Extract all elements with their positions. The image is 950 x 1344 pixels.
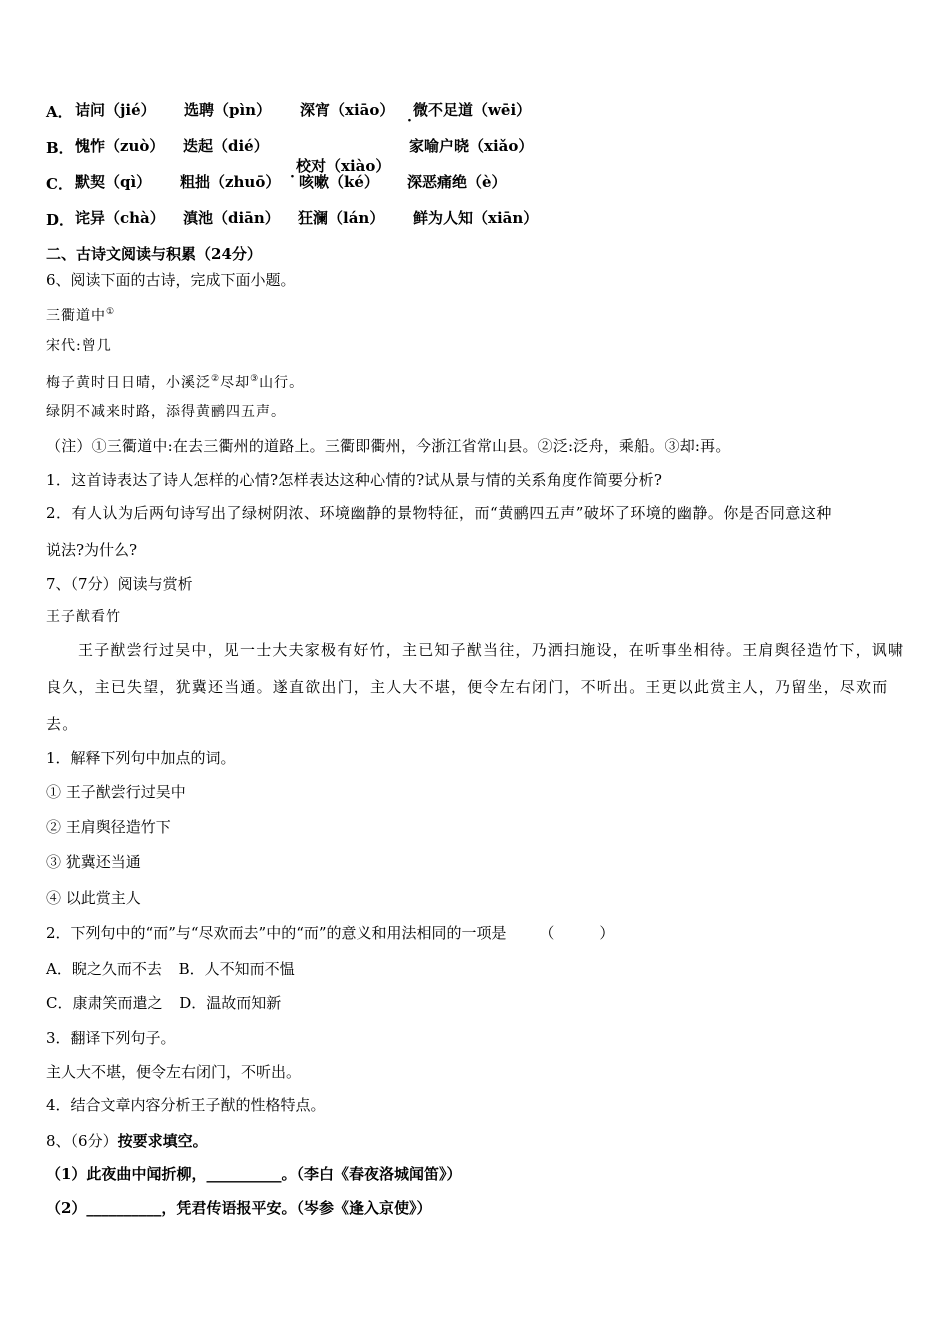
- q6-sub2-cont: 说法?为什么?: [46, 541, 138, 559]
- q6-sub2: 2．有人认为后两句诗写出了绿树阴浓、环境幽静的景物特征，而“黄鹂四五声”破坏了环境的幽静。你是否同意这种: [46, 504, 832, 522]
- q7-sub3: 3．翻译下列句子。: [46, 1029, 176, 1047]
- q8-intro: [46, 1131, 208, 1151]
- choice-d: D．温故而知新: [179, 994, 282, 1012]
- q7-sub4: 4．结合文章内容分析王子猷的性格特点。: [46, 1096, 326, 1114]
- q5-options: [0, 0, 950, 229]
- footnote-marker: ②: [211, 374, 221, 384]
- q7-choices-cd: [46, 993, 281, 1013]
- q7-sub2-text: 2．下列句中的“而”与“尽欢而去”中的“而”的意义和用法相同的一项是: [46, 924, 507, 942]
- poem-text: 尽却: [220, 375, 251, 391]
- q7-item-4: ④ 以此赏主人: [46, 889, 141, 907]
- poem-title-text: 三衢道中: [46, 308, 106, 324]
- poem-line-1: [46, 369, 304, 393]
- option-item: 微不足道（wēi） ·: [413, 101, 531, 119]
- q8-item-1: （1）此夜曲中闻折柳，__________。（李白《春夜洛城闻笛》）: [46, 1165, 462, 1183]
- option-label: B．: [46, 139, 74, 157]
- q8-item-2: （2）__________，凭君传语报平安。（岑参《逢入京使》）: [46, 1199, 432, 1217]
- q7-intro: 7、（7分）阅读与赏析: [46, 575, 193, 593]
- q7-sub3-sentence: 主人大不堪，便令左右闭门，不听出。: [46, 1063, 302, 1081]
- passage-title: 王子猷看竹: [46, 609, 121, 625]
- q7-choices-ab: [46, 959, 295, 979]
- poem-note: （注）①三衢道中:在去三衢州的道路上。三衢即衢州，今浙江省常山县。②泛:泛舟，乘船。③却:再。: [46, 437, 731, 455]
- option-item: 家喻户晓（xiǎo）: [409, 137, 534, 155]
- option-item: 迭起（dié）: [183, 137, 269, 155]
- footnote-marker: ①: [106, 307, 116, 317]
- q7-item-2: ② 王肩舆径造竹下: [46, 818, 171, 836]
- poem-author: 宋代:曾几: [46, 338, 112, 354]
- poem-title: [46, 302, 115, 326]
- option-item: 狂澜（lán）: [298, 209, 385, 227]
- option-item: 默契（qì）: [75, 173, 152, 191]
- poem-line-2: 绿阴不减来时路，添得黄鹂四五声。: [46, 404, 286, 420]
- option-item: 粗拙（zhuō）: [180, 173, 281, 191]
- option-label: D．: [46, 211, 75, 229]
- answer-paren: （ ）: [539, 924, 615, 942]
- option-row-a: [0, 0, 950, 121]
- choice-c: C．康肃笑而遣之: [46, 994, 163, 1012]
- option-item: 选聘（pìn）: [184, 101, 272, 119]
- option-item: 鲜为人知（xiān）: [413, 209, 539, 227]
- choice-b: B．人不知而不愠: [178, 960, 295, 978]
- q7-sub1: 1．解释下列句中加点的词。: [46, 749, 236, 767]
- q7-item-1: ① 王子猷尝行过吴中: [46, 783, 186, 801]
- option-item: 咳嗽（ké）: [299, 173, 379, 191]
- q7-item-3: ③ 犹冀还当通: [46, 853, 141, 871]
- passage-text: 王子猷尝行过吴中，见一士大夫家极有好竹，主已知子猷当往，乃洒扫施设，在听事坐相待。王肩舆径造竹下，讽啸良久，主已失望，犹冀还当通。遂直欲出门，主人大不堪，便令左右闭门，不听出。王更以此赏主人，乃留坐，尽欢而去。: [46, 641, 905, 733]
- option-item: 诘问（jié）: [75, 101, 156, 119]
- option-item: 深恶痛绝（è）: [407, 173, 507, 191]
- q7-sub2: [46, 923, 614, 943]
- option-label: A．: [46, 103, 73, 121]
- footnote-marker: ③: [250, 374, 260, 384]
- option-item: 诧异（chà）: [75, 209, 165, 227]
- option-item: 愧怍（zuò）: [75, 137, 165, 155]
- option-item: 校对（xiào） ·: [296, 157, 390, 175]
- q6-intro: 6、阅读下面的古诗，完成下面小题。: [46, 271, 296, 289]
- q8-number: 8、（6分）: [46, 1132, 118, 1150]
- choice-a: A．睨之久而不去: [46, 960, 162, 978]
- option-item: 滇池（diān）: [183, 209, 280, 227]
- option-item: 深宵（xiāo）: [300, 101, 395, 119]
- q8-instruction: 按要求填空。: [117, 1132, 208, 1150]
- q6-sub1: 1．这首诗表达了诗人怎样的心情?怎样表达这种心情的?试从景与情的关系角度作简要分析?: [46, 471, 663, 489]
- option-label: C．: [46, 175, 73, 193]
- section-title: 二、古诗文阅读与积累（24分）: [46, 245, 262, 263]
- poem-text: 梅子黄时日日晴，小溪泛: [46, 375, 211, 391]
- poem-text: 山行。: [259, 375, 305, 391]
